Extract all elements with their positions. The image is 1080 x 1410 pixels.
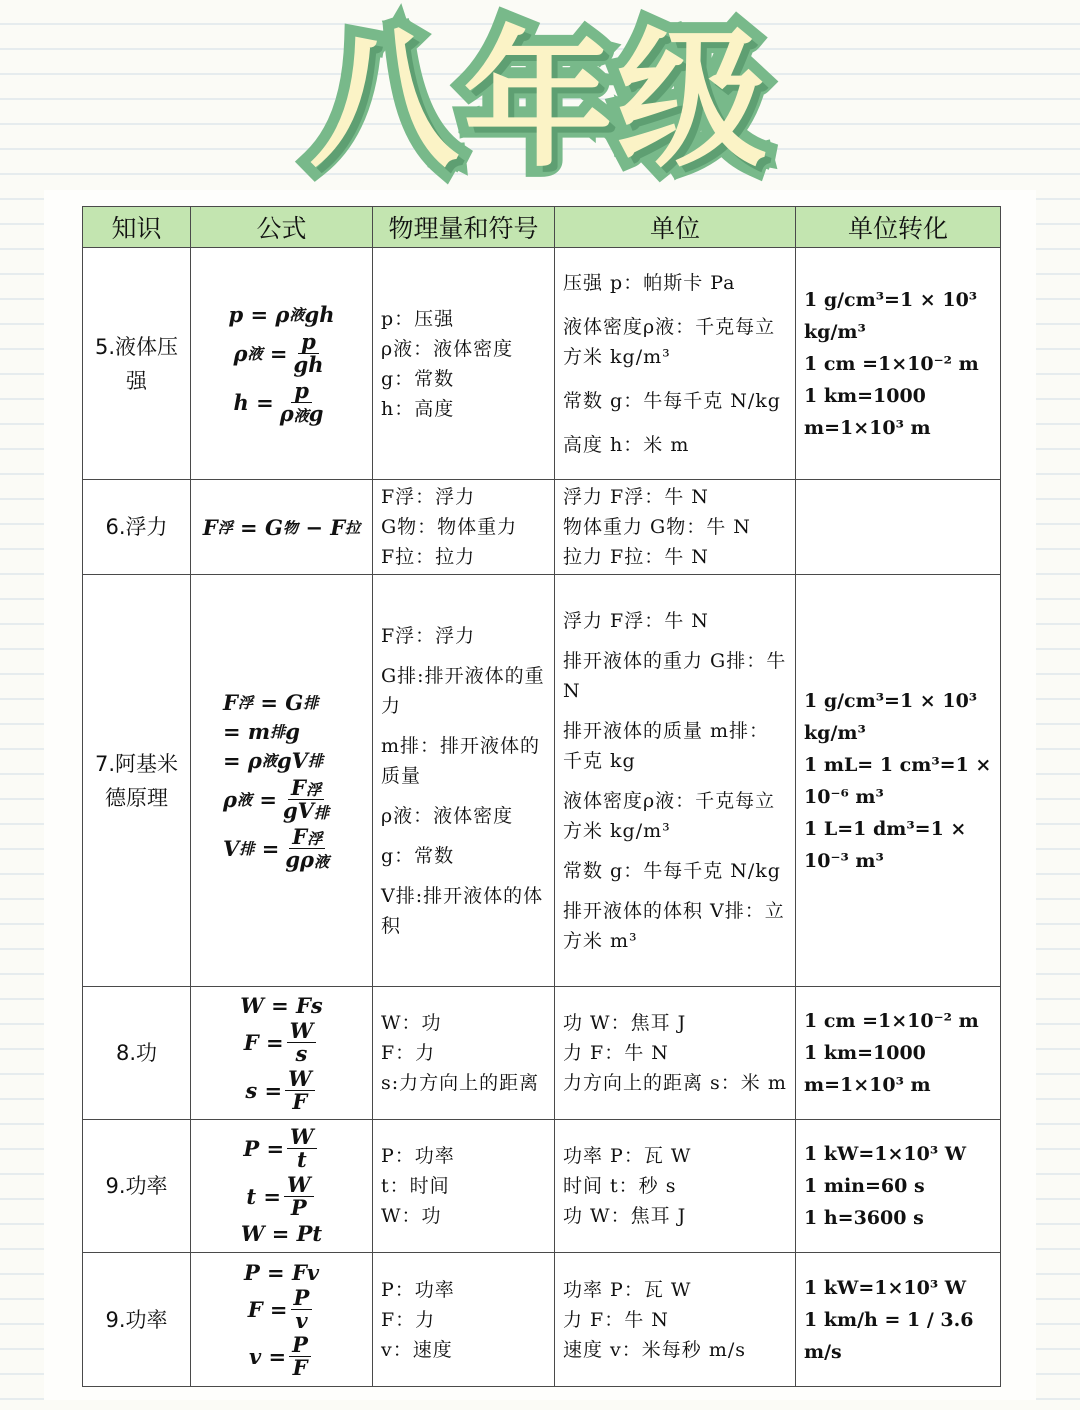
conversions-cell bbox=[796, 575, 1001, 987]
quantity-item: F浮：浮力 bbox=[381, 624, 476, 647]
conversion-item: 1 kW=1×10³ W bbox=[804, 1143, 967, 1165]
quantities-cell bbox=[373, 1253, 555, 1387]
unit-item: 功 W：焦耳 J bbox=[563, 1205, 687, 1227]
units-cell bbox=[555, 1120, 796, 1253]
formula: s = $\frac{W}{F}$ bbox=[245, 1068, 317, 1113]
conversions-cell bbox=[796, 987, 1001, 1120]
quantity-item: F拉：拉力 bbox=[381, 546, 476, 568]
quantity-item: W：功 bbox=[381, 1205, 442, 1227]
conversion-item: 1 g/cm³=1 × 10³ kg/m³ bbox=[804, 689, 978, 744]
quantity-item: ρ液：液体密度 bbox=[381, 337, 514, 360]
unit-item: 高度 h：米 m bbox=[563, 433, 690, 456]
table-header-row bbox=[83, 207, 1001, 248]
quantities-cell bbox=[373, 1120, 555, 1253]
units-cell bbox=[555, 480, 796, 575]
page-title: 八年级 bbox=[308, 14, 771, 188]
unit-item: 压强 p：帕斯卡 Pa bbox=[563, 271, 736, 294]
table-row bbox=[83, 575, 1001, 987]
conversions-cell bbox=[796, 1120, 1001, 1253]
conversion-item: 1 g/cm³=1 × 10³ kg/m³ bbox=[804, 288, 978, 343]
conversions-cell bbox=[796, 480, 1001, 575]
unit-item: 排开液体的质量 m排：千克 kg bbox=[563, 719, 770, 772]
table-row bbox=[83, 1253, 1001, 1387]
quantity-item: G排:排开液体的重力 bbox=[381, 664, 545, 717]
formula: F = $\frac{W}{s}$ bbox=[244, 1020, 319, 1065]
quantity-item: P：功率 bbox=[381, 1278, 455, 1301]
quantity-item: W：功 bbox=[381, 1012, 442, 1034]
unit-item: 力 F：牛 N bbox=[563, 1308, 669, 1331]
formula: = m 排 g bbox=[223, 718, 300, 744]
knowledge-cell: 5.液体压强 bbox=[83, 248, 191, 480]
knowledge-cell: 9.功率 bbox=[83, 1120, 191, 1253]
unit-item: 常数 g：牛每千克 N/kg bbox=[563, 859, 781, 882]
formula: ρ 液 = $\frac{p}{gh}$ bbox=[233, 328, 324, 377]
unit-item: 力 F：牛 N bbox=[563, 1042, 669, 1064]
conversion-item: 1 kW=1×10³ W bbox=[804, 1276, 967, 1299]
table-row bbox=[83, 248, 1001, 480]
quantities-cell bbox=[373, 248, 555, 480]
conversion-item: 1 cm =1×10⁻² m bbox=[804, 1010, 979, 1032]
quantity-item: P：功率 bbox=[381, 1145, 455, 1167]
conversion-item: 1 km=1000 m=1×10³ m bbox=[804, 1042, 931, 1096]
formula: W = Fs bbox=[240, 993, 323, 1019]
unit-item: 液体密度ρ液：千克每立方米 kg/m³ bbox=[563, 789, 776, 842]
units-cell bbox=[555, 248, 796, 480]
knowledge-cell: 7.阿基米德原理 bbox=[83, 575, 191, 987]
formula: p = ρ 液 gh bbox=[228, 301, 335, 327]
unit-item: 功率 P：瓦 W bbox=[563, 1278, 692, 1301]
header-units: 单位 bbox=[555, 207, 796, 248]
formula-cell bbox=[191, 575, 373, 987]
quantity-item: F浮：浮力 bbox=[381, 486, 476, 508]
knowledge-cell: 6.浮力 bbox=[83, 480, 191, 575]
formula: t = $\frac{W}{P}$ bbox=[246, 1174, 316, 1219]
header-conversions: 单位转化 bbox=[796, 207, 1001, 248]
quantity-item: F：力 bbox=[381, 1042, 436, 1064]
formula: F = $\frac{P}{v}$ bbox=[248, 1287, 316, 1332]
formula: W = Pt bbox=[240, 1220, 323, 1246]
unit-item: 排开液体的重力 G排：牛 N bbox=[563, 649, 787, 702]
conversion-item: 1 mL= 1 cm³=1 × 10⁻⁶ m³ bbox=[804, 753, 992, 808]
conversions-cell bbox=[796, 1253, 1001, 1387]
formula: = ρ 液 gV 排 bbox=[223, 747, 324, 773]
header-knowledge: 知识 bbox=[83, 207, 191, 248]
quantity-item: m排：排开液体的质量 bbox=[381, 734, 541, 787]
quantity-item: G物：物体重力 bbox=[381, 516, 518, 538]
table-row bbox=[83, 987, 1001, 1120]
unit-item: 常数 g：牛每千克 N/kg bbox=[563, 389, 781, 412]
quantity-item: p：压强 bbox=[381, 307, 455, 330]
formula: F 浮 = G 排 bbox=[223, 689, 319, 715]
knowledge-cell: 9.功率 bbox=[83, 1253, 191, 1387]
formula: P = $\frac{W}{t}$ bbox=[243, 1126, 319, 1171]
formula: P = Fv bbox=[243, 1259, 320, 1285]
unit-item: 功率 P：瓦 W bbox=[563, 1145, 692, 1167]
quantity-item: t：时间 bbox=[381, 1175, 450, 1197]
units-cell bbox=[555, 575, 796, 987]
conversion-item: 1 cm =1×10⁻² m bbox=[804, 352, 979, 375]
quantities-cell bbox=[373, 987, 555, 1120]
formula: h = $\frac{p}{\text{ρ液g}}$ bbox=[233, 378, 324, 427]
conversion-item: 1 km/h = 1 / 3.6 m/s bbox=[804, 1308, 974, 1363]
quantity-item: g：常数 bbox=[381, 844, 455, 867]
unit-item: 物体重力 G物：牛 N bbox=[563, 516, 751, 538]
formula-cell bbox=[191, 987, 373, 1120]
unit-item: 浮力 F浮：牛 N bbox=[563, 486, 709, 508]
quantity-item: V排:排开液体的体积 bbox=[381, 884, 544, 937]
knowledge-cell: 8.功 bbox=[83, 987, 191, 1120]
formula-cell bbox=[191, 480, 373, 575]
quantity-item: g：常数 bbox=[381, 367, 455, 390]
units-cell bbox=[555, 987, 796, 1120]
header-quantities: 物理量和符号 bbox=[373, 207, 555, 248]
unit-item: 液体密度ρ液：千克每立方米 kg/m³ bbox=[563, 315, 776, 368]
formula: V 排 = $\frac{\text{F浮}}{\text{gρ液}}$ bbox=[223, 824, 330, 873]
table-row bbox=[83, 480, 1001, 575]
conversion-item: 1 L=1 dm³=1 × 10⁻³ m³ bbox=[804, 817, 967, 872]
formula: v = $\frac{P}{F}$ bbox=[249, 1334, 314, 1379]
formula: ρ 液 = $\frac{\text{F浮}}{\text{gV排}}$ bbox=[223, 774, 330, 823]
conversion-item: 1 min=60 s bbox=[804, 1175, 925, 1197]
table-row bbox=[83, 1120, 1001, 1253]
quantity-item: F：力 bbox=[381, 1308, 436, 1331]
quantities-cell bbox=[373, 575, 555, 987]
formula: F 浮 = G 物 − F 拉 bbox=[202, 514, 361, 540]
unit-item: 功 W：焦耳 J bbox=[563, 1012, 687, 1034]
quantity-item: ρ液：液体密度 bbox=[381, 804, 514, 827]
unit-item: 排开液体的体积 V排：立方米 m³ bbox=[563, 899, 785, 952]
formula-table bbox=[82, 206, 1001, 1387]
unit-item: 速度 v：米每秒 m/s bbox=[563, 1338, 746, 1361]
formula-cell bbox=[191, 1120, 373, 1253]
conversion-item: 1 h=3600 s bbox=[804, 1207, 924, 1229]
quantities-cell bbox=[373, 480, 555, 575]
unit-item: 拉力 F拉：牛 N bbox=[563, 546, 709, 568]
unit-item: 时间 t：秒 s bbox=[563, 1175, 677, 1197]
quantity-item: v：速度 bbox=[381, 1338, 453, 1361]
formula-cell bbox=[191, 1253, 373, 1387]
header-formula: 公式 bbox=[191, 207, 373, 248]
conversions-cell bbox=[796, 248, 1001, 480]
formula-cell bbox=[191, 248, 373, 480]
unit-item: 浮力 F浮：牛 N bbox=[563, 609, 709, 632]
quantity-item: s:力方向上的距离 bbox=[381, 1072, 540, 1094]
quantity-item: h：高度 bbox=[381, 397, 455, 420]
conversion-item: 1 km=1000 m=1×10³ m bbox=[804, 384, 931, 439]
unit-item: 力方向上的距离 s：米 m bbox=[563, 1072, 787, 1094]
units-cell bbox=[555, 1253, 796, 1387]
